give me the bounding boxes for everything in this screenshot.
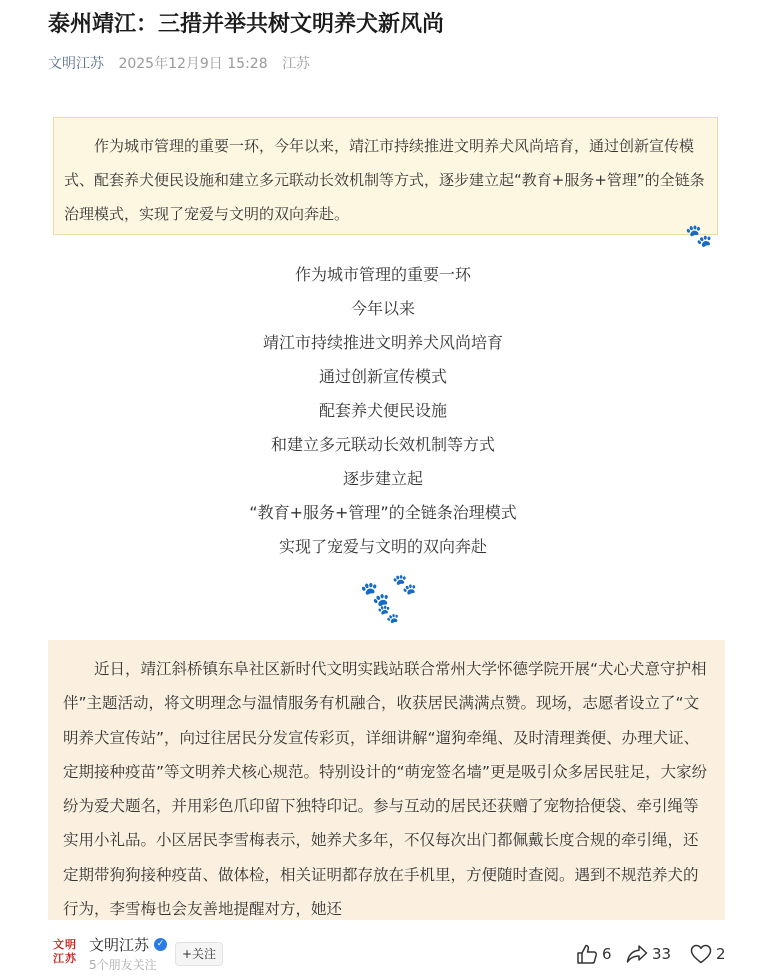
center-line: “教育+服务+管理”的全链条治理模式 (249, 503, 517, 522)
share-button[interactable] (626, 944, 676, 964)
share-count: 33 (652, 945, 672, 963)
paw-print-icon: 🐾 (392, 572, 417, 596)
center-line: 通过创新宣传模式 (318, 367, 447, 386)
paw-print-icon: 🐾 (360, 580, 390, 608)
intro-text: 作为城市管理的重要一环，今年以来，靖江市持续推进文明养犬风尚培育，通过创新宣传模式、配套养犬便民设施和建立多元联动长效机制等方式，逐步建立起“教育+服务+管理”的全链条治理模式，实现了宠爱与文明的双向奔赴。 (64, 137, 705, 223)
favorite-button[interactable] (690, 944, 730, 964)
friends-following: 5个朋友关注 (89, 958, 157, 972)
center-line: 实现了宠爱与文明的双向奔赴 (278, 537, 487, 556)
share-arrow-icon (626, 944, 648, 964)
account-link[interactable]: 文明江苏 (48, 56, 104, 72)
center-line: 作为城市管理的重要一环 (294, 265, 471, 284)
thumbs-up-icon (576, 944, 598, 964)
account-logo[interactable]: 文明 江苏 (53, 938, 77, 965)
article-title: 泰州靖江：三措并举共树文明养犬新风尚 (48, 12, 445, 37)
center-line: 今年以来 (350, 299, 415, 318)
heart-icon (690, 944, 712, 964)
favorite-count: 2 (716, 945, 726, 963)
bottom-account-name[interactable]: 文明江苏 (89, 936, 150, 954)
like-count: 6 (602, 945, 612, 963)
like-button[interactable] (576, 944, 620, 964)
story-text: 近日，靖江斜桥镇东阜社区新时代文明实践站联合常州大学怀德学院开展“犬心犬意守护相伴”主题活动，将文明理念与温情服务有机融合，收获居民满满点赞。现场，志愿者设立了“文明养犬宣传站”，向过往居民分发宣传彩页，详细讲解“遛狗牵绳、及时清理粪便、办理犬证、定期接种疫苗”等文明养犬核心规范。特别设计的“萌宠签名墙”更是吸引众多居民驻足，大家纷纷为爱犬题名，并用彩色爪印留下独特印记。参与互动的居民还获赠了宠物拾便袋、牵引绳等实用小礼品。小区居民李雪梅表示，她养犬多年，不仅每次出门都佩戴长度合规的牵引绳，还定期带狗狗接种疫苗、做体检，相关证明都存放在手机里，方便随时查阅。遇到不规范养犬的行为，李雪梅也会友善地提醒对方，她还 (63, 660, 708, 919)
center-line: 和建立多元联动长效机制等方式 (270, 435, 495, 454)
verified-badge-icon: ✓ (154, 938, 167, 951)
publish-date: 2025年12月9日 15:28 (118, 56, 268, 72)
center-line: 靖江市持续推进文明养犬风尚培育 (262, 333, 503, 352)
center-line: 逐步建立起 (342, 469, 423, 488)
center-line: 配套养犬便民设施 (318, 401, 447, 420)
intro-box (53, 117, 718, 235)
publish-location: 江苏 (282, 56, 311, 72)
paw-print-icon: 🐾 (377, 604, 400, 625)
paw-print-icon: 🐾 (685, 224, 713, 249)
article-meta (48, 54, 310, 74)
center-lines (0, 258, 766, 564)
bottom-bar (0, 920, 766, 978)
story-section (48, 640, 725, 920)
follow-button[interactable]: +关注 (175, 942, 223, 966)
